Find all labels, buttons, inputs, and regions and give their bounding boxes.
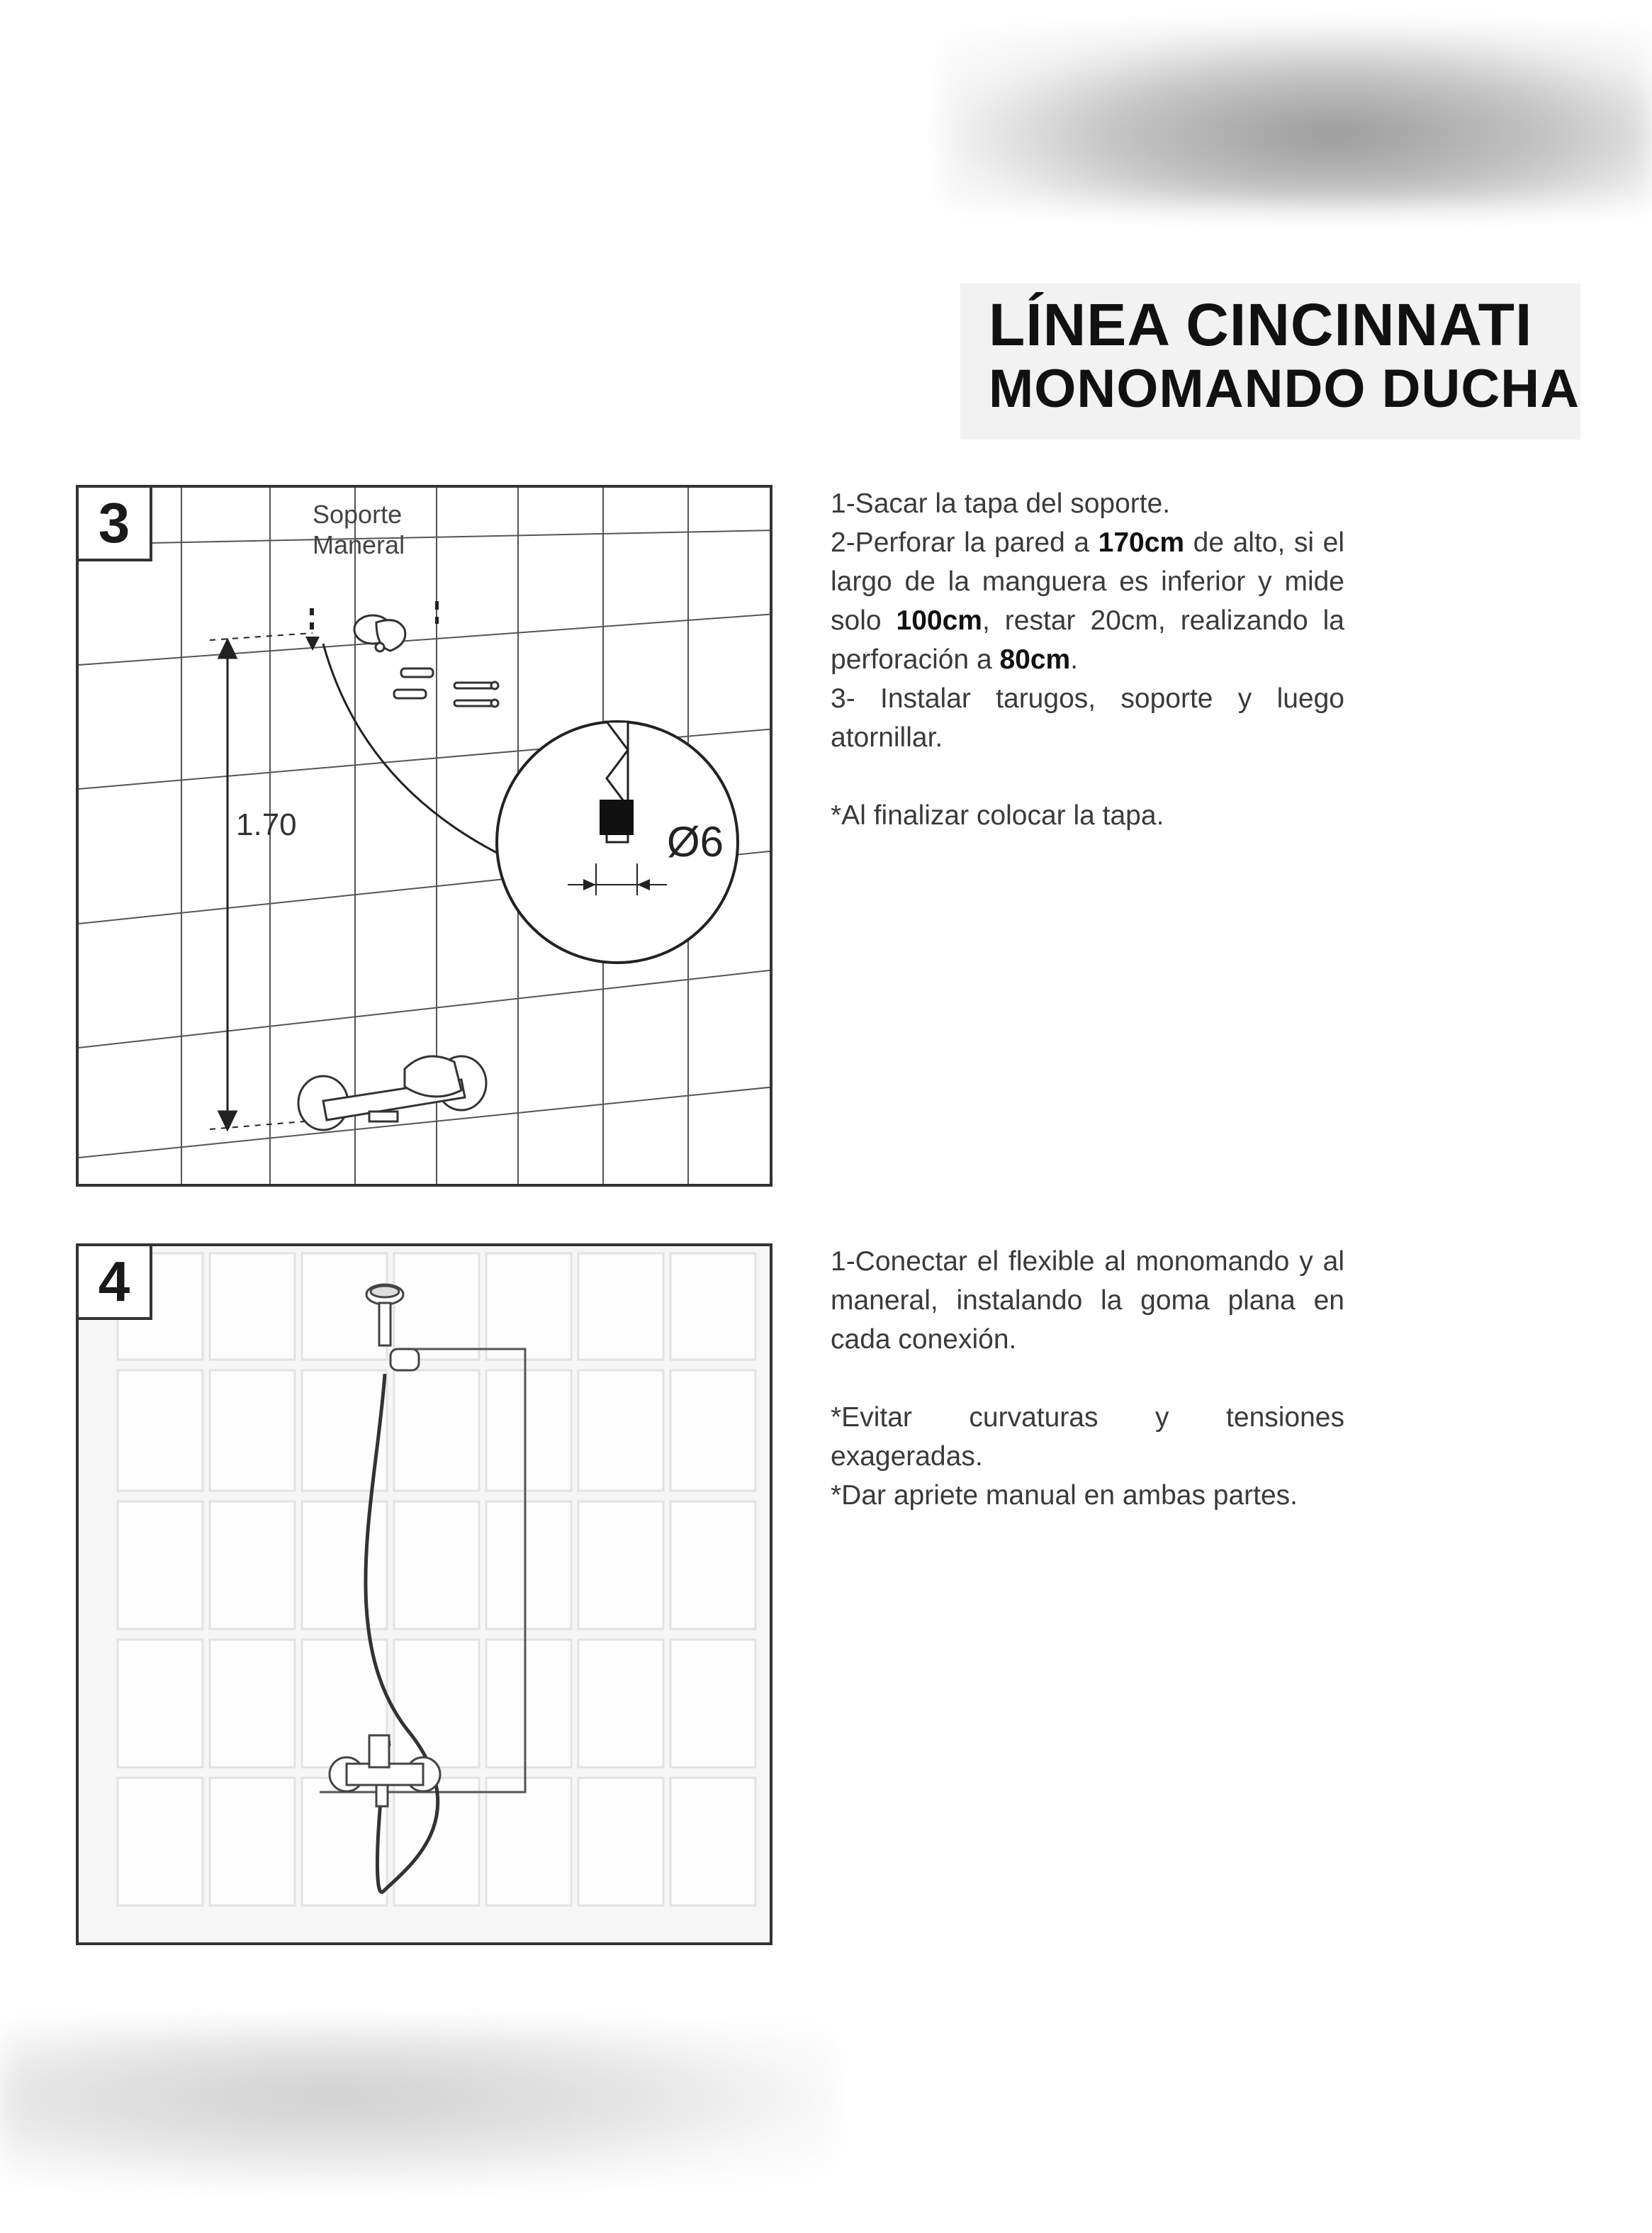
step-4-line-1: 1-Conectar el flexible al monomando y al maneral, instalando la goma plana en cada conexión. bbox=[831, 1246, 1344, 1355]
step-3-line-2: 2-Perforar la pared a 170cm de alto, si el largo de la manguera es inferior y mide solo 100cm, restar 20cm, realizando la perforación a 80cm. bbox=[831, 527, 1344, 675]
step-3-instructions bbox=[831, 484, 1344, 835]
step-3-number: 3 bbox=[79, 488, 152, 561]
shower-support-icon bbox=[354, 615, 405, 651]
step-3-line-3: 3- Instalar tarugos, soporte y luego atornillar. bbox=[831, 683, 1344, 753]
step-3-line-1: 1-Sacar la tapa del soporte. bbox=[831, 488, 1171, 519]
step-4-note-2: *Dar apriete manual en ambas partes. bbox=[831, 1480, 1298, 1511]
blurred-artifact-bottom bbox=[0, 2027, 836, 2183]
support-label-line2: Maneral bbox=[313, 530, 405, 559]
drill-diameter-label: Ø6 bbox=[667, 818, 724, 866]
height-label: 1.70 bbox=[236, 807, 297, 842]
support-label-line1: Soporte bbox=[313, 500, 403, 529]
step-3-note: *Al finalizar colocar la tapa. bbox=[831, 800, 1164, 831]
step-4-number: 4 bbox=[79, 1246, 152, 1320]
step-3-illustration bbox=[76, 485, 772, 1187]
shower-connection-diagram bbox=[79, 1246, 772, 1945]
step-4-instructions bbox=[831, 1242, 1344, 1515]
dowels-and-screws-icon bbox=[394, 668, 498, 707]
page-subtitle: MONOMANDO DUCHA bbox=[989, 359, 1580, 419]
height-dimension-arrow bbox=[210, 633, 313, 1129]
blurred-artifact-top bbox=[943, 28, 1652, 206]
page-title: LÍNEA CINCINNATI bbox=[989, 291, 1533, 358]
step-4-note-1: *Evitar curvaturas y tensiones exageradas. bbox=[831, 1402, 1344, 1472]
step-4-illustration bbox=[76, 1243, 772, 1945]
wall-drilling-diagram bbox=[79, 488, 772, 1187]
